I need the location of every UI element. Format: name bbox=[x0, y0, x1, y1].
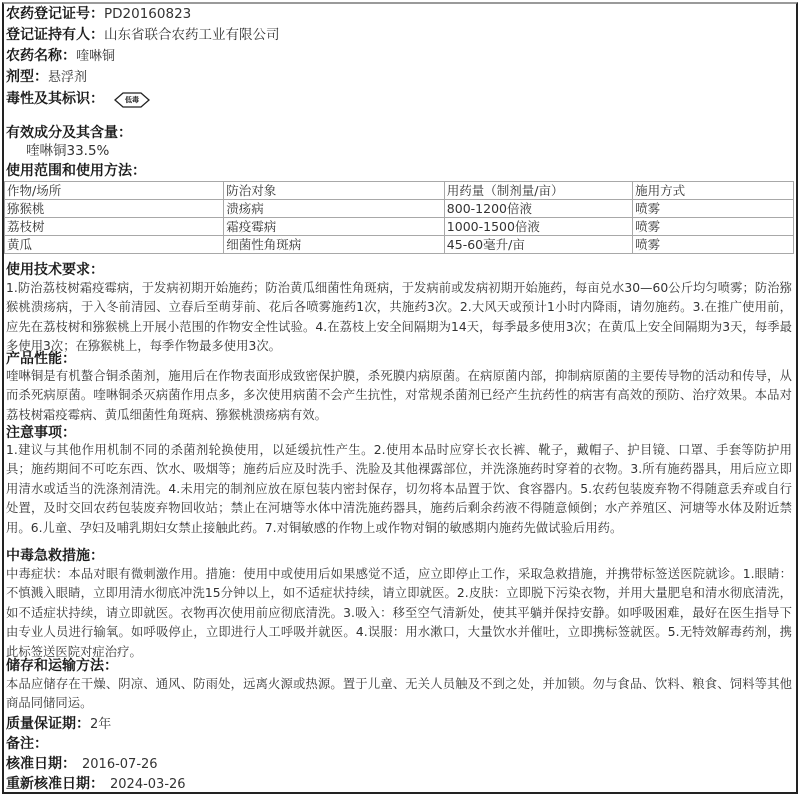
first-aid-text: 中毒症状：本品对眼有微刺激作用。措施：使用中或使用后如果感觉不适，应立即停止工作，采取急救措施，并携带标签送医院就诊。1.眼睛：不慎溅入眼睛，立即用清水彻底冲洗15分钟以上，如不适症状持续，请立即就医。2.皮肤：立即脱下污染衣物，并用大量肥皂和清水彻底清洗，如不适症状持续，请立即就医。衣物再次使用前应彻底清洗。3.吸入：移至空气清新处，使其平躺并保持安静。如呼吸困难，最好在医生指导下由专业人员进行输氧。如呼吸停止，立即进行人工呼吸并就医。4.误服：用水漱口，大量饮水并催吐，立即携标签就医。5.无特效解毒药剂，携此标签送医院对症治疗。 bbox=[6, 567, 792, 659]
table-cell: 猕猴桃 bbox=[5, 200, 224, 218]
re-approval-date-row bbox=[6, 775, 186, 794]
technical-requirements-text: 1.防治荔枝树霜疫霉病，于发病初期开始施药；防治黄瓜细菌性角斑病，于发病前或发病初期开始施药，每亩兑水30—60公斤均匀喷雾；防治猕猴桃溃疡病，于入冬前清园、立春后至萌芽前、花后各喷雾施药1次，共施药3次。2.大风天或预计1小时内降雨，请勿施药。3.在推广使用前，应先在荔枝树和猕猴桃上开展小范围的作物安全性试验。4.在荔枝上安全间隔期为14天，每季最多使用3次；在黄瓜上安全间隔期为3天，每季最多使用3次；在猕猴桃上，每季作物最多使用3次。 bbox=[6, 281, 792, 354]
storage-title: 储存和运输方法： bbox=[6, 658, 118, 674]
registration-number-row bbox=[6, 5, 191, 24]
registration-number-label: 农药登记证号： bbox=[6, 6, 104, 22]
table-header-cell: 用药量（制剂量/亩） bbox=[444, 182, 632, 200]
precautions-title: 注意事项： bbox=[6, 425, 76, 441]
table-row bbox=[5, 236, 794, 254]
formulation-value: 悬浮剂 bbox=[48, 70, 88, 85]
pesticide-name-value: 喹啉铜 bbox=[76, 49, 116, 64]
table-cell: 黄瓜 bbox=[5, 236, 224, 254]
table-cell: 荔枝树 bbox=[5, 218, 224, 236]
storage-text: 本品应储存在干燥、阴凉、通风、防雨处，远离火源或热源。置于儿童、无关人员触及不到之处，并加锁。勿与食品、饮料、粮食、饲料等其他商品同储同运。 bbox=[6, 677, 792, 711]
product-performance-title: 产品性能： bbox=[6, 351, 76, 367]
technical-requirements-title: 使用技术要求： bbox=[6, 262, 104, 278]
active-ingredient-title: 有效成分及其含量： bbox=[6, 125, 132, 141]
certificate-holder-row bbox=[6, 26, 280, 45]
shelf-life-label: 质量保证期： bbox=[6, 716, 90, 732]
formulation-row bbox=[6, 68, 87, 87]
shelf-life-row bbox=[6, 715, 111, 734]
active-ingredient-text: 喹啉铜33.5% bbox=[26, 143, 110, 159]
pesticide-name-row bbox=[6, 47, 115, 66]
table-header-cell: 施用方式 bbox=[633, 182, 794, 200]
formulation-label: 剂型： bbox=[6, 69, 48, 85]
table-cell: 溃疡病 bbox=[224, 200, 445, 218]
table-cell: 1000-1500倍液 bbox=[444, 218, 632, 236]
low-toxicity-diamond-icon bbox=[114, 92, 150, 108]
table-cell: 喷雾 bbox=[633, 200, 794, 218]
table-cell: 霜疫霉病 bbox=[224, 218, 445, 236]
active-ingredient-value bbox=[26, 142, 109, 161]
table-header-cell: 防治对象 bbox=[224, 182, 445, 200]
usage-table bbox=[4, 181, 794, 254]
remarks-row bbox=[6, 735, 48, 754]
approval-date-row bbox=[6, 755, 158, 774]
table-header-row bbox=[5, 182, 794, 200]
remarks-label: 备注： bbox=[6, 736, 48, 752]
toxicity-label: 毒性及其标识： bbox=[6, 91, 104, 107]
approval-date-value: 2016-07-26 bbox=[82, 757, 158, 772]
usage-title: 使用范围和使用方法： bbox=[6, 163, 146, 179]
certificate-holder-label: 登记证持有人： bbox=[6, 27, 104, 43]
shelf-life-value: 2年 bbox=[90, 717, 112, 732]
toxicity-row bbox=[6, 90, 150, 109]
first-aid-title: 中毒急救措施： bbox=[6, 548, 104, 564]
approval-date-label: 核准日期： bbox=[6, 756, 76, 772]
pesticide-name-label: 农药名称： bbox=[6, 48, 76, 64]
product-performance-text: 喹啉铜是有机螯合铜杀菌剂，施用后在作物表面形成致密保护膜，杀死膜内病原菌。在病原菌内部，抑制病原菌的主要传导物的活动和传导，从而杀死病原菌。喹啉铜杀灭病菌作用点多，多次使用病菌不会产生抗性，对常规杀菌剂已经产生抗药性的病害有高效的预防、治疗效果。本品对荔枝树霜疫霉病、黄瓜细菌性角斑病、猕猴桃溃疡病有效。 bbox=[6, 369, 792, 422]
certificate-holder-value: 山东省联合农药工业有限公司 bbox=[104, 27, 280, 43]
table-cell: 45-60毫升/亩 bbox=[444, 236, 632, 254]
table-cell: 喷雾 bbox=[633, 236, 794, 254]
re-approval-date-value: 2024-03-26 bbox=[110, 777, 186, 792]
table-cell: 细菌性角斑病 bbox=[224, 236, 445, 254]
toxicity-icon-text: 低毒 bbox=[125, 94, 139, 104]
registration-number-value: PD20160823 bbox=[104, 6, 192, 22]
table-row bbox=[5, 218, 794, 236]
table-header-cell: 作物/场所 bbox=[5, 182, 224, 200]
table-cell: 800-1200倍液 bbox=[444, 200, 632, 218]
table-cell: 喷雾 bbox=[633, 218, 794, 236]
precautions-text: 1.建议与其他作用机制不同的杀菌剂轮换使用，以延缓抗性产生。2.使用本品时应穿长衣长裤、靴子，戴帽子、护目镜、口罩、手套等防护用具；施药期间不可吃东西、饮水、吸烟等；施药后应及时洗手、洗脸及其他裸露部位，并洗涤施药时穿着的衣物。3.所有施药器具，用后应立即用清水或适当的洗涤剂清洗。4.未用完的制剂应放在原包装内密封保存，切勿将本品置于饮、食容器内。5.农药包装废弃物不得随意丢弃或自行处置，及时交回农药包装废弃物回收站；禁止在河塘等水体中清洗施药器具，施药后剩余药液不得随意倾倒；水产养殖区、河塘等水体及附近禁用。6.儿童、孕妇及哺乳期妇女禁止接触此药。7.对铜敏感的作物上或作物对铜的敏感期内施药先做试验后用药。 bbox=[6, 443, 792, 535]
re-approval-date-label: 重新核准日期： bbox=[6, 776, 104, 792]
table-row bbox=[5, 200, 794, 218]
